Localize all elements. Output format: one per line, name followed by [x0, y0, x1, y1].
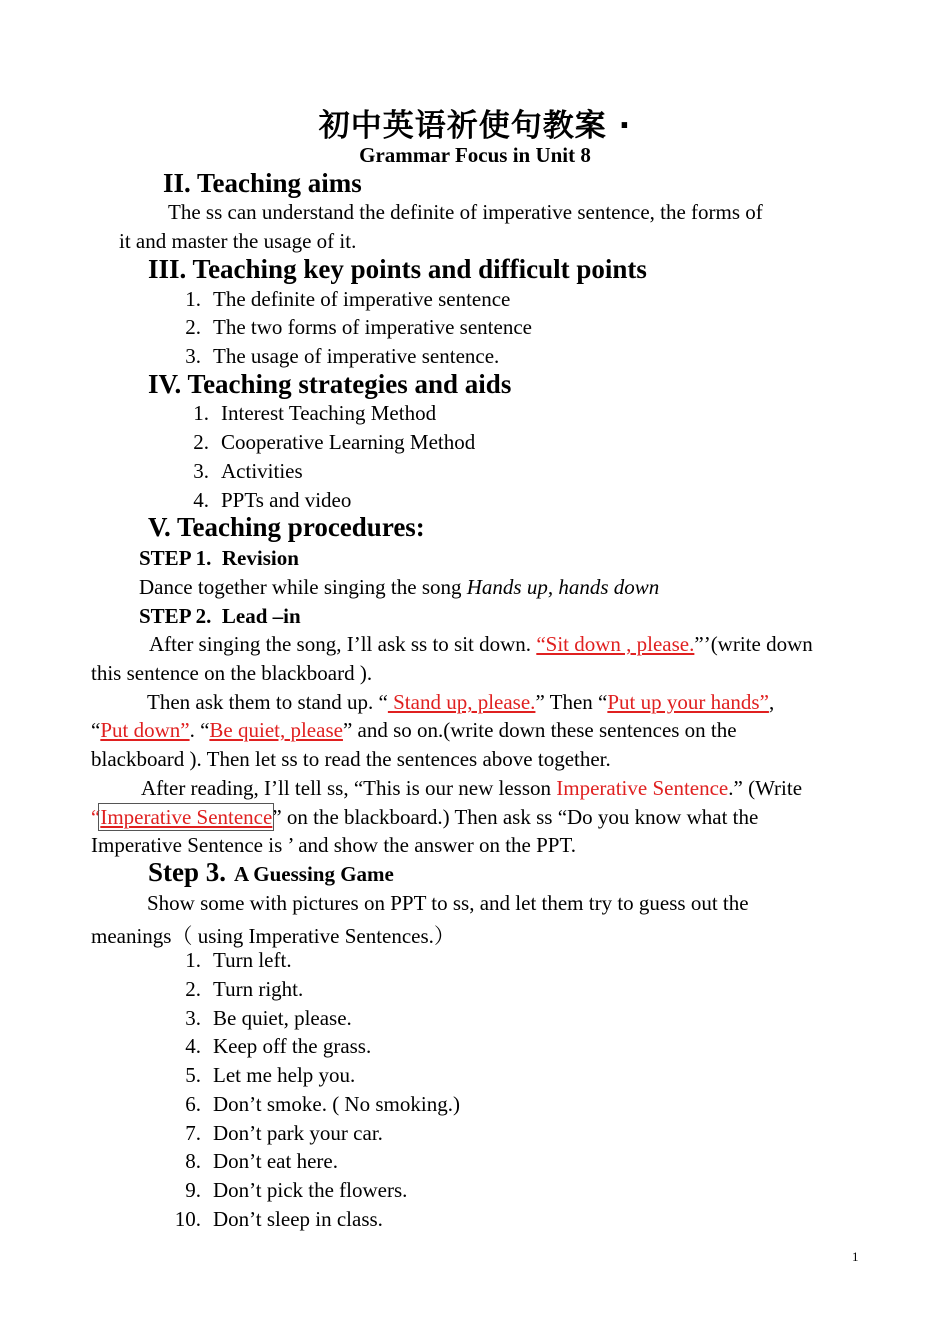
step-3-text-line2: meanings（ using Imperative Sentences.）: [91, 924, 455, 948]
page-number: 1: [852, 1249, 859, 1264]
section-4-item: 2. Cooperative Learning Method: [193, 430, 476, 454]
document-subtitle: Grammar Focus in Unit 8: [359, 143, 591, 167]
guess-list-item: 9. Don’t pick the flowers.: [185, 1178, 408, 1202]
section-5-heading: V. Teaching procedures:: [148, 512, 425, 542]
step-3-text-line1: Show some with pictures on PPT to ss, and let them try to guess out the: [147, 891, 749, 915]
step-2-paragraph-3: After reading, I’ll tell ss, “This is our new lesson Imperative Sentence.” (Write: [141, 776, 803, 800]
step-2-paragraph-2: Then ask them to stand up. “ Stand up, please.” Then “Put up your hands”,: [147, 690, 775, 714]
step-2-paragraph-3-line3: Imperative Sentence is ’ and show the answer on the PPT.: [91, 833, 577, 857]
step-2-heading: STEP 2. Lead –in: [139, 604, 301, 628]
step-2-paragraph-1: After singing the song, I’ll ask ss to sit down. “Sit down , please.”’(write down: [149, 632, 813, 656]
step-2-paragraph-2-line2: “Put down”. “Be quiet, please” and so on.(write down these sentences on the: [91, 718, 737, 742]
guess-list-item: 5. Let me help you.: [185, 1063, 356, 1087]
guess-list-item: 3. Be quiet, please.: [185, 1006, 352, 1030]
step-2-paragraph-1-line2: this sentence on the blackboard ).: [91, 661, 373, 685]
guess-list-item: 10. Don’t sleep in class.: [174, 1207, 383, 1231]
step-2-paragraph-3-line2: “Imperative Sentence” on the blackboard.) Then ask ss “Do you know what the: [91, 805, 759, 829]
guess-list-item: 6. Don’t smoke. ( No smoking.): [185, 1092, 460, 1116]
guess-list-item: 4. Keep off the grass.: [185, 1034, 372, 1058]
section-3-item: 1. The definite of imperative sentence: [185, 287, 511, 311]
section-3-heading: III. Teaching key points and difficult points: [148, 254, 647, 284]
guess-list-item: 7. Don’t park your car.: [185, 1121, 383, 1145]
section-2-heading: II. Teaching aims: [163, 168, 362, 198]
imperative-sentence-box: Imperative Sentence: [100, 805, 273, 829]
guess-list-item: 1. Turn left.: [185, 948, 292, 972]
section-4-item: 3. Activities: [193, 459, 303, 483]
step-2-paragraph-2-line3: blackboard ). Then let ss to read the sentences above together.: [91, 747, 611, 771]
guess-list-item: 2. Turn right.: [185, 977, 304, 1001]
section-3-item: 2. The two forms of imperative sentence: [185, 315, 532, 339]
section-2-text-line1: The ss can understand the definite of imperative sentence, the forms of: [168, 200, 763, 224]
section-3-item: 3. The usage of imperative sentence.: [185, 344, 500, 368]
step-1-heading: STEP 1. Revision: [139, 546, 299, 570]
step-1-text: Dance together while singing the song Hands up, hands down: [139, 575, 660, 599]
section-2-text-line2: it and master the usage of it.: [119, 229, 357, 253]
section-4-heading: IV. Teaching strategies and aids: [148, 369, 512, 399]
section-4-item: 1. Interest Teaching Method: [193, 401, 437, 425]
section-4-item: 4. PPTs and video: [193, 488, 352, 512]
step-3-heading: Step 3. A Guessing Game: [148, 857, 394, 887]
guess-list-item: 8. Don’t eat here.: [185, 1149, 338, 1173]
document-title: 初中英语祈使句教案 ·: [318, 108, 632, 144]
